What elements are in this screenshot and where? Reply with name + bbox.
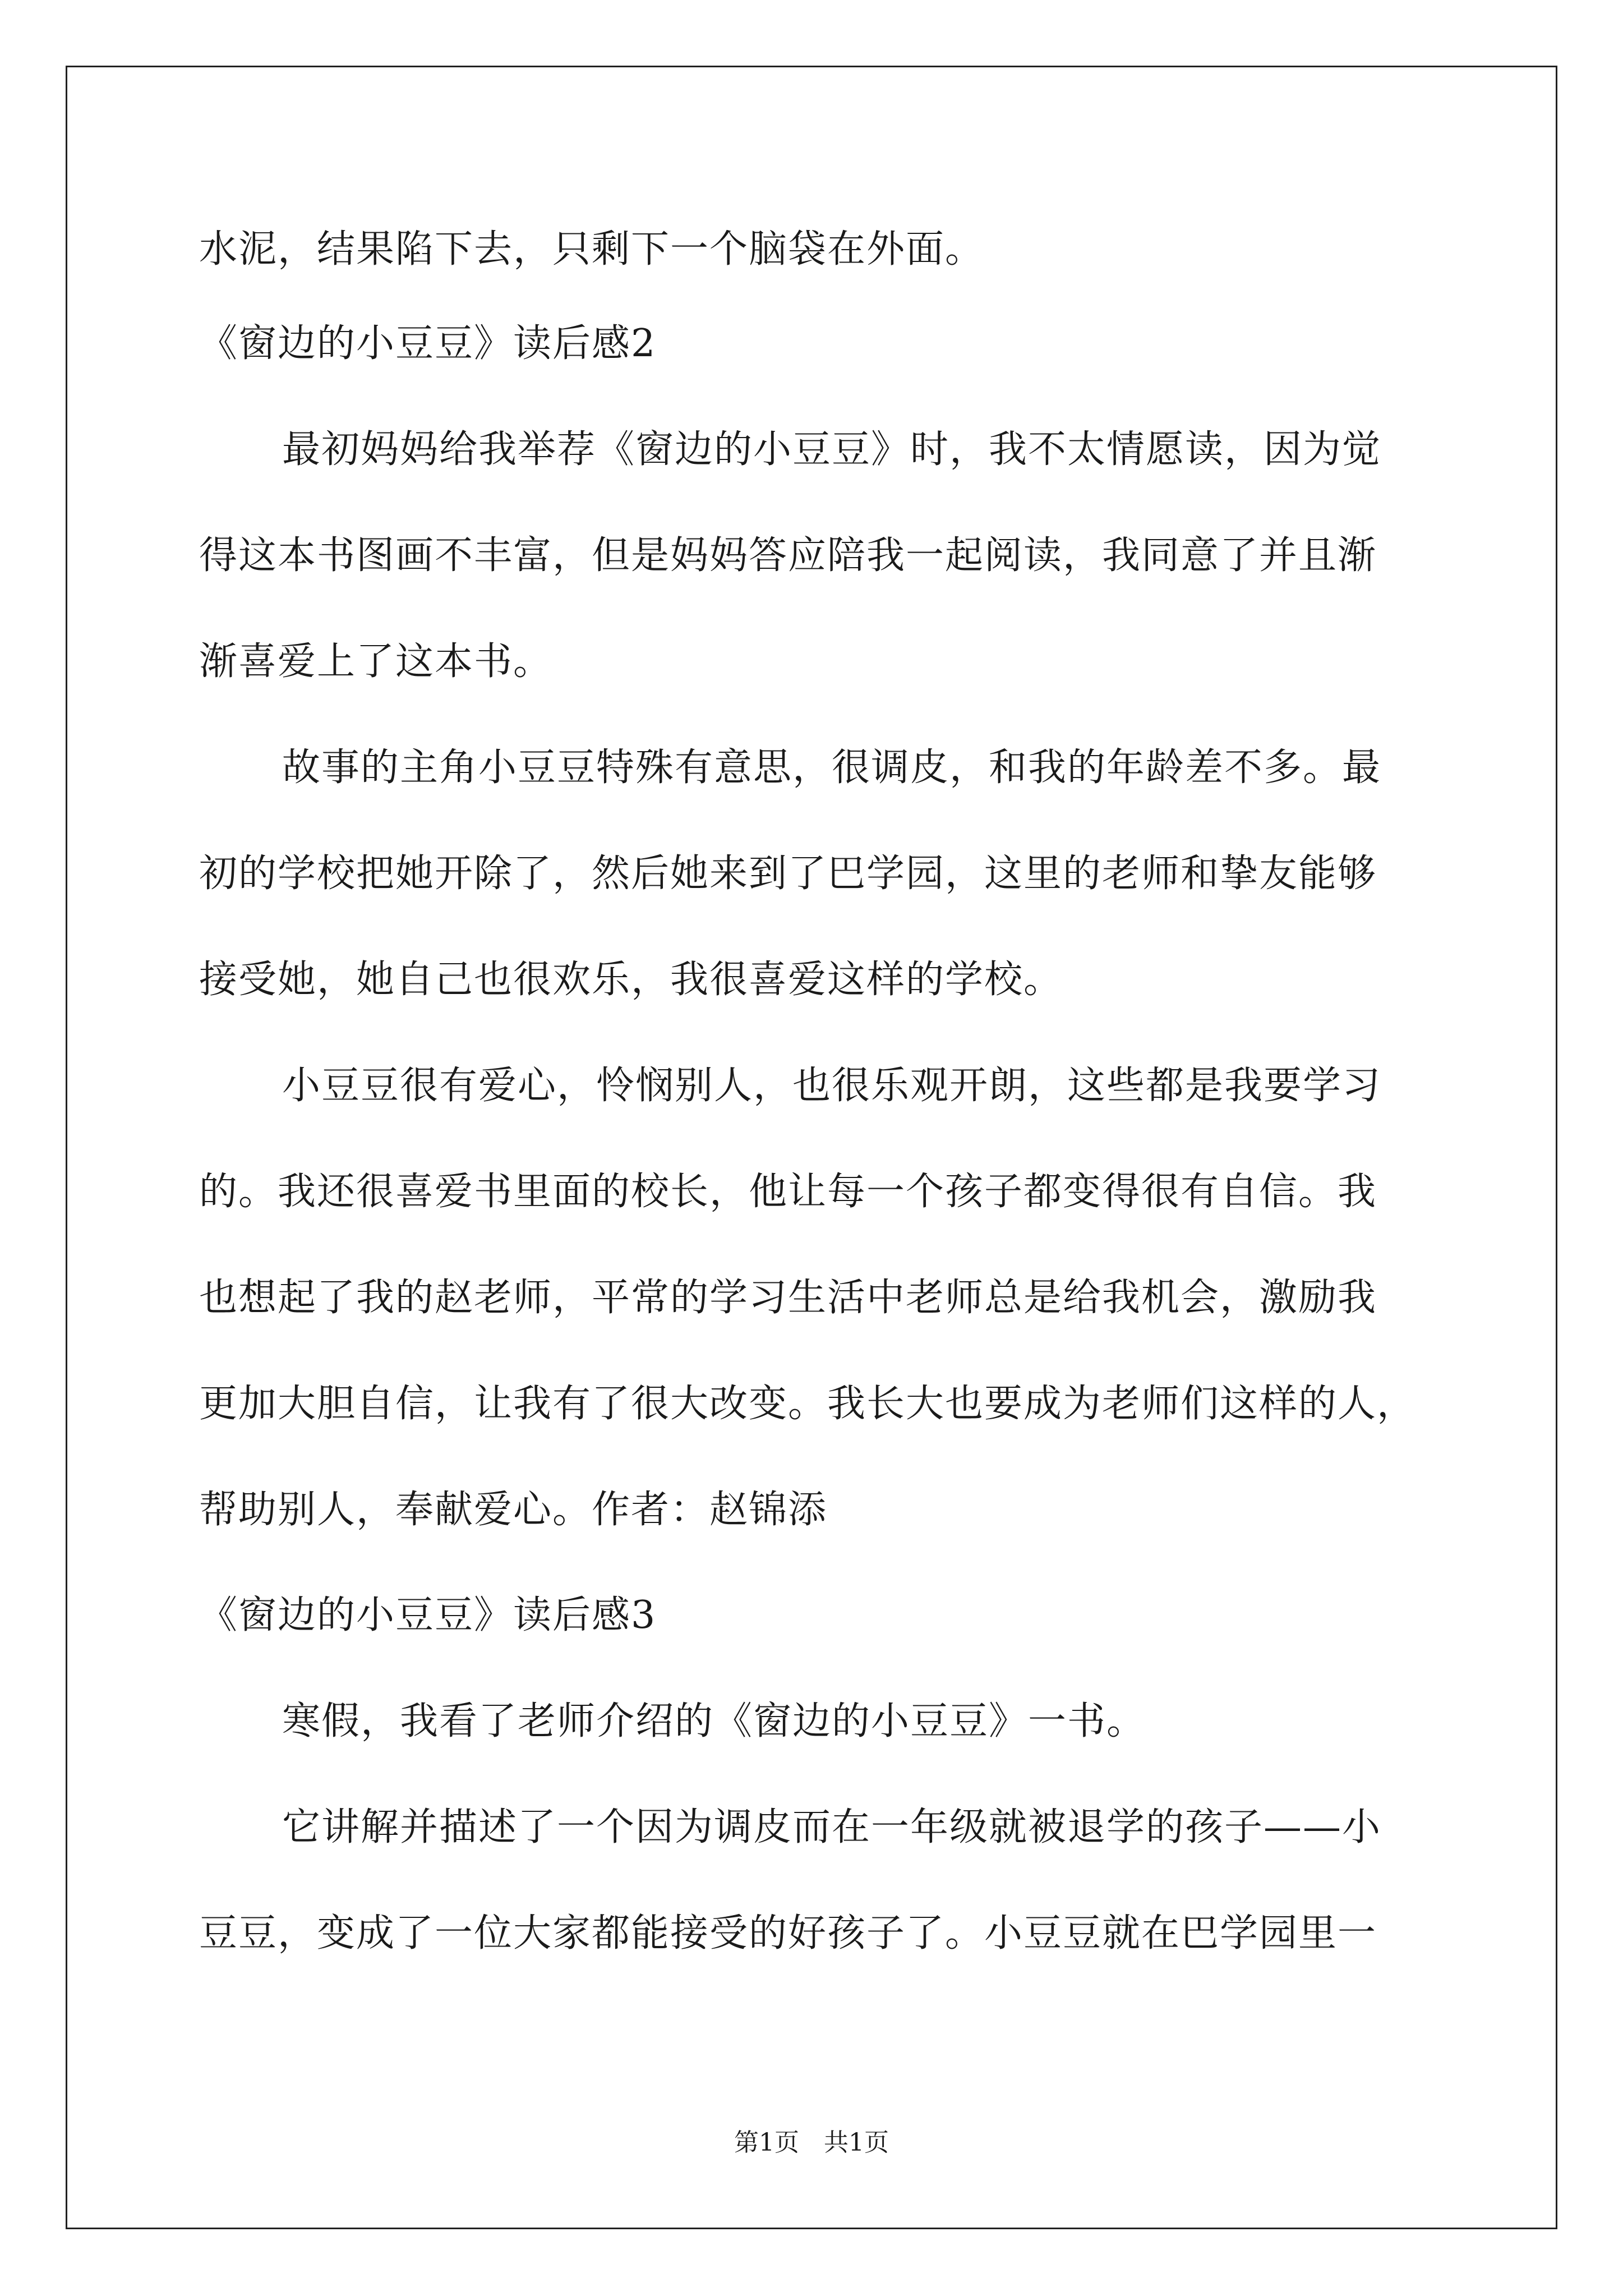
body-line: 水泥，结果陷下去，只剩下一个脑袋在外面。 [199, 227, 985, 272]
body-line: 也想起了我的赵老师，平常的学习生活中老师总是给我机会，激励我 [199, 1276, 1377, 1320]
body-line: 的。我还很喜爱书里面的校长，他让每一个孩子都变得很有自信。我 [199, 1170, 1377, 1214]
body-line: 帮助别人，奉献爱心。作者：赵锦添 [199, 1488, 828, 1532]
body-line: 它讲解并描述了一个因为调皮而在一年级就被退学的孩子——小 [282, 1805, 1382, 1849]
body-line: 渐喜爱上了这本书。 [199, 639, 553, 684]
body-line: 得这本书图画不丰富，但是妈妈答应陪我一起阅读，我同意了并且渐 [199, 533, 1377, 578]
body-line: 寒假，我看了老师介绍的《窗边的小豆豆》一书。 [282, 1699, 1146, 1743]
body-line: 最初妈妈给我举荐《窗边的小豆豆》时，我不太情愿读，因为觉 [282, 427, 1382, 472]
page-border [66, 66, 1557, 2229]
body-line: 接受她，她自己也很欢乐，我很喜爱这样的学校。 [199, 958, 1063, 1002]
section-heading: 《窗边的小豆豆》读后感2 [199, 321, 657, 366]
body-line: 豆豆，变成了一位大家都能接受的好孩子了。小豆豆就在巴学园里一 [199, 1911, 1377, 1955]
body-line: 初的学校把她开除了，然后她来到了巴学园，这里的老师和挚友能够 [199, 852, 1377, 896]
body-line: 更加大胆自信，让我有了很大改变。我长大也要成为老师们这样的人， [199, 1382, 1417, 1426]
body-line: 故事的主角小豆豆特殊有意思，很调皮，和我的年龄差不多。最 [282, 746, 1382, 790]
section-heading: 《窗边的小豆豆》读后感3 [199, 1593, 657, 1637]
body-line: 小豆豆很有爱心，怜悯别人，也很乐观开朗，这些都是我要学习 [282, 1064, 1382, 1108]
page-number-footer: 第1页 共1页 [734, 2128, 889, 2157]
